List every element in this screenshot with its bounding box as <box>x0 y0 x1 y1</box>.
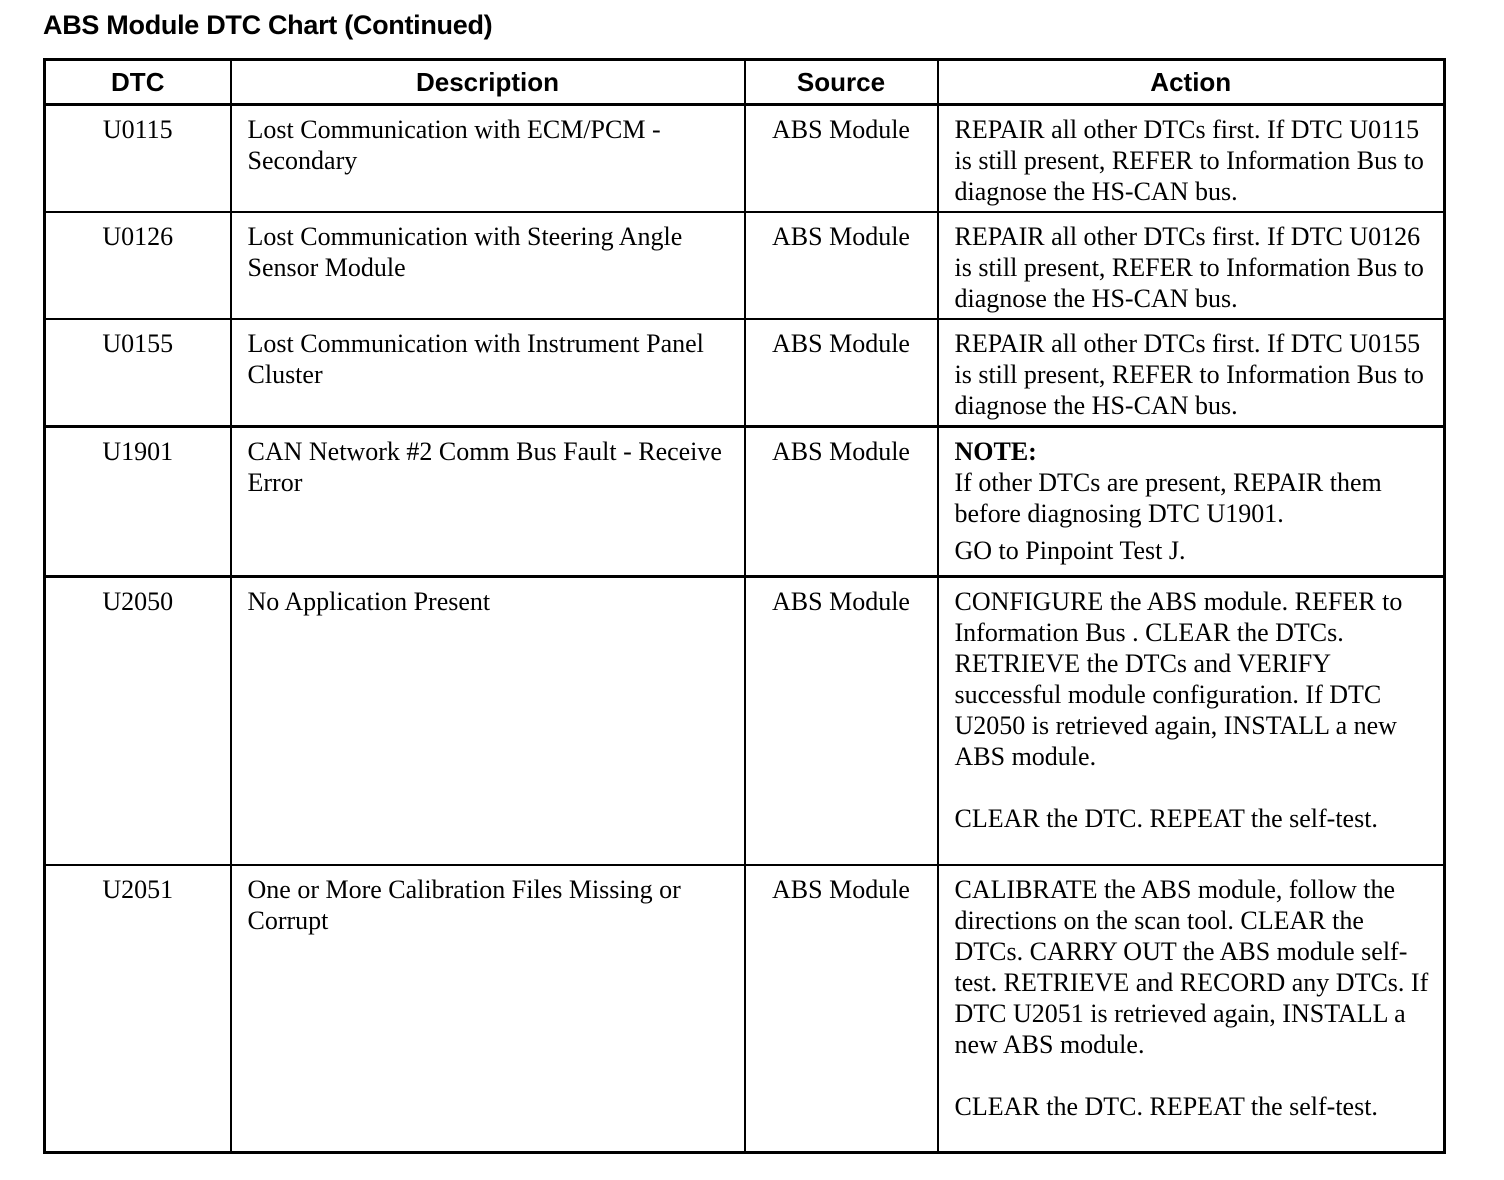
cell-source: ABS Module <box>745 212 938 319</box>
cell-description: CAN Network #2 Comm Bus Fault - Receive Error <box>231 427 745 577</box>
cell-source: ABS Module <box>745 865 938 1153</box>
cell-description: No Application Present <box>231 577 745 865</box>
action-text: GO to Pinpoint Test J. <box>954 536 1186 565</box>
note-text: If other DTCs are present, REPAIR them before diagnosing DTC U1901. <box>954 468 1382 528</box>
cell-action <box>938 427 1445 577</box>
cell-description: One or More Calibration Files Missing or Corrupt <box>231 865 745 1153</box>
cell-action <box>938 577 1445 865</box>
cell-description: Lost Communication with ECM/PCM - Secondary <box>231 105 745 213</box>
paragraph-gap <box>955 1060 1434 1091</box>
header-description: Description <box>231 60 745 105</box>
dtc-table <box>43 58 1446 1154</box>
header-source: Source <box>745 60 938 105</box>
action-followup: CLEAR the DTC. REPEAT the self-test. <box>954 1091 1378 1121</box>
cell-action: REPAIR all other DTCs first. If DTC U0155 is still present, REFER to Information Bus to diagnose the HS-CAN bus. <box>938 319 1445 427</box>
table-row <box>45 577 1445 865</box>
cell-dtc: U2050 <box>45 577 231 865</box>
cell-action: REPAIR all other DTCs first. If DTC U0115 is still present, REFER to Information Bus to diagnose the HS-CAN bus. <box>938 105 1445 213</box>
cell-dtc: U2051 <box>45 865 231 1153</box>
cell-action: REPAIR all other DTCs first. If DTC U0126 is still present, REFER to Information Bus to diagnose the HS-CAN bus. <box>938 212 1445 319</box>
cell-description: Lost Communication with Instrument Panel Cluster <box>231 319 745 427</box>
table-row <box>45 319 1445 427</box>
cell-dtc: U0155 <box>45 319 231 427</box>
action-text: CONFIGURE the ABS module. REFER to Information Bus . CLEAR the DTCs. RETRIEVE the DTCs and VERIFY successful module configuration. If DTC U2050 is retrieved again, INSTALL a new ABS module. <box>954 587 1403 771</box>
cell-dtc: U0126 <box>45 212 231 319</box>
paragraph-gap <box>955 772 1434 803</box>
table-row <box>45 105 1445 213</box>
cell-source: ABS Module <box>745 427 938 577</box>
cell-source: ABS Module <box>745 319 938 427</box>
cell-source: ABS Module <box>745 577 938 865</box>
table-header-row <box>45 60 1445 105</box>
table-row <box>45 212 1445 319</box>
cell-dtc: U1901 <box>45 427 231 577</box>
table-row <box>45 865 1445 1153</box>
action-followup: CLEAR the DTC. REPEAT the self-test. <box>954 804 1378 833</box>
header-dtc: DTC <box>45 60 231 105</box>
table-row <box>45 427 1445 577</box>
action-text: CALIBRATE the ABS module, follow the directions on the scan tool. CLEAR the DTCs. CARRY OUT the ABS module self-test. RETRIEVE and RECORD any DTCs. If DTC U2051 is retrieved again, INSTALL a new ABS module. <box>954 874 1429 1059</box>
cell-description: Lost Communication with Steering Angle Sensor Module <box>231 212 745 319</box>
cell-action <box>938 865 1445 1153</box>
cell-source: ABS Module <box>745 105 938 213</box>
header-action: Action <box>938 60 1445 105</box>
note-label: NOTE: <box>954 437 1037 466</box>
cell-dtc: U0115 <box>45 105 231 213</box>
page-title: ABS Module DTC Chart (Continued) <box>43 10 493 40</box>
